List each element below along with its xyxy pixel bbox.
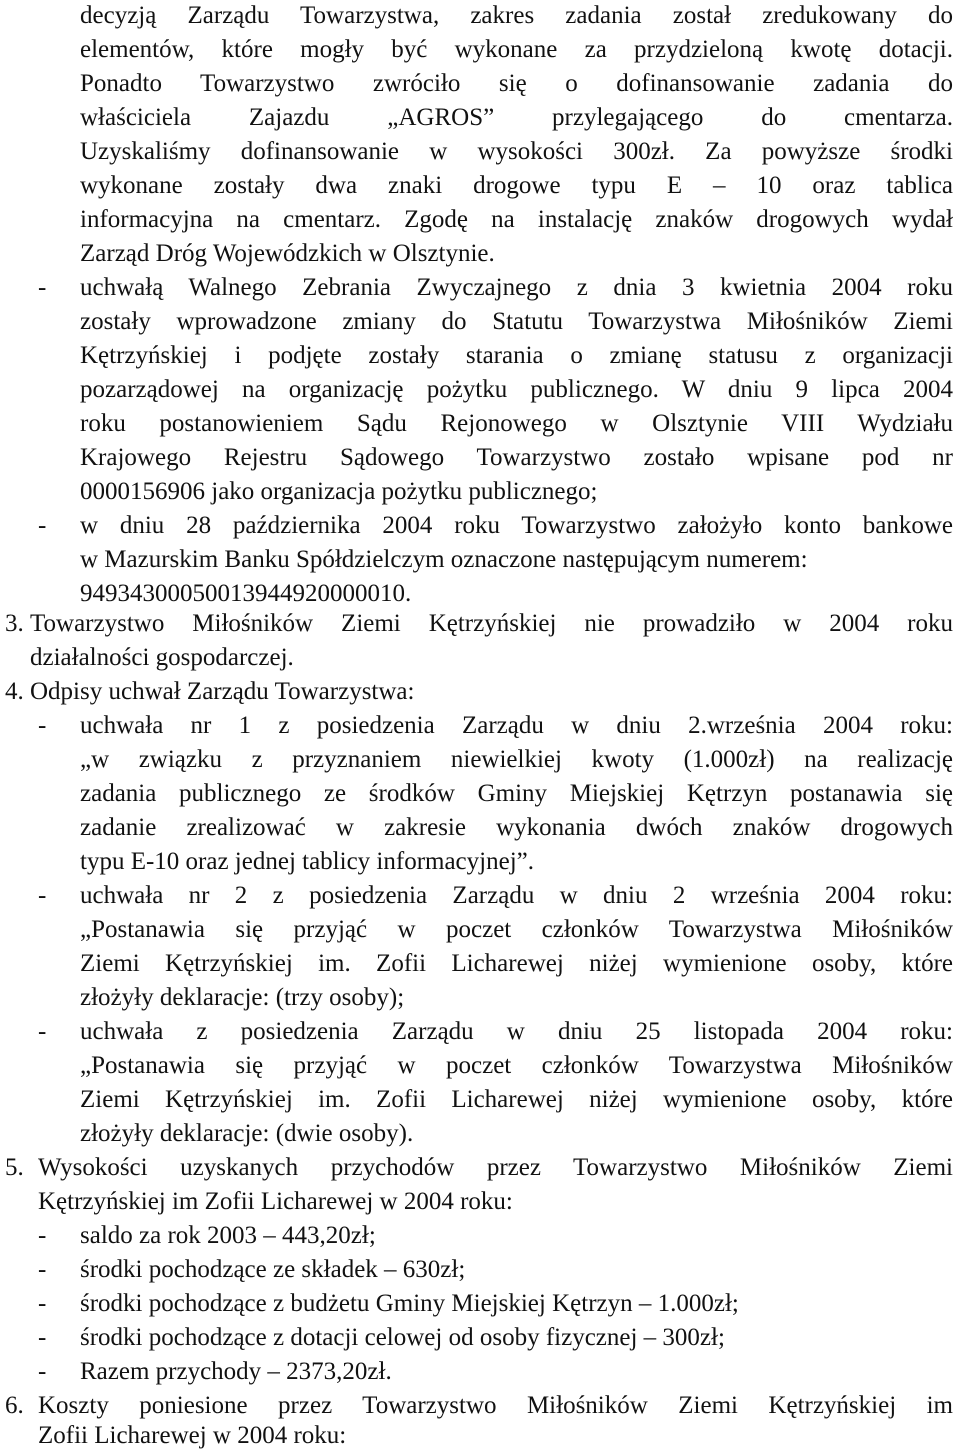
section-line: Zofii Licharewej w 2004 roku: (38, 1422, 347, 1449)
bullet-line: Krajowego Rejestru Sądowego Towarzystwo zostało wpisane pod nr (80, 444, 953, 471)
bullet-line: pozarządowej na organizację pożytku publicznego. W dniu 9 lipca 2004 (80, 376, 953, 403)
income-item: saldo za rok 2003 – 443,20zł; (80, 1222, 376, 1249)
section-line: Towarzystwo Miłośników Ziemi Kętrzyńskiej nie prowadziło w 2004 roku (30, 610, 953, 637)
section-line: działalności gospodarczej. (30, 644, 294, 671)
bullet-line: roku postanowieniem Sądu Rejonowego w Olsztynie VIII Wydziału (80, 410, 953, 437)
resolution-line: Ziemi Kętrzyńskiej im. Zofii Licharewej niżej wymienione osoby, które (80, 1086, 953, 1113)
bullet-line: uchwałą Walnego Zebrania Zwyczajnego z dnia 3 kwietnia 2004 roku (80, 274, 953, 301)
section-number: 4. (5, 678, 24, 705)
bullet-marker: - (38, 1018, 47, 1045)
resolution-line: uchwała nr 1 z posiedzenia Zarządu w dniu 2.września 2004 roku: (80, 712, 953, 739)
resolution-line: zadanie zrealizować w zakresie wykonania dwóch znaków drogowych (80, 814, 953, 841)
paragraph-line: elementów, które mogły być wykonane za przydzieloną kwotę dotacji. (80, 36, 953, 63)
bullet-marker: - (38, 1324, 47, 1351)
section-number: 5. (5, 1154, 24, 1181)
income-item: środki pochodzące ze składek – 630zł; (80, 1256, 466, 1283)
income-item: środki pochodzące z dotacji celowej od osoby fizycznej – 300zł; (80, 1324, 725, 1351)
resolution-line: Ziemi Kętrzyńskiej im. Zofii Licharewej niżej wymienione osoby, które (80, 950, 953, 977)
bullet-line: w dniu 28 października 2004 roku Towarzystwo założyło konto bankowe (80, 512, 953, 539)
paragraph-line: właściciela Zajazdu „AGROS” przylegającego do cmentarza. (80, 104, 953, 131)
resolution-line: złożyły deklaracje: (trzy osoby); (80, 984, 405, 1011)
bullet-marker: - (38, 712, 47, 739)
bullet-marker: - (38, 1222, 47, 1249)
resolution-line: uchwała nr 2 z posiedzenia Zarządu w dniu 2 września 2004 roku: (80, 882, 953, 909)
resolution-line: „w związku z przyznaniem niewielkiej kwoty (1.000zł) na realizację (80, 746, 953, 773)
section-line: Koszty poniesione przez Towarzystwo Miłośników Ziemi Kętrzyńskiej im (38, 1392, 953, 1419)
section-heading: Odpisy uchwał Zarządu Towarzystwa: (30, 678, 415, 705)
paragraph-line: decyzją Zarządu Towarzystwa, zakres zadania został zredukowany do (80, 2, 953, 29)
bank-account-number: 94934300050013944920000010. (80, 580, 412, 607)
paragraph-line: Ponadto Towarzystwo zwróciło się o dofinansowanie zadania do (80, 70, 953, 97)
section-line: Wysokości uzyskanych przychodów przez Towarzystwo Miłośników Ziemi (38, 1154, 953, 1181)
paragraph-line: wykonane zostały dwa znaki drogowe typu E – 10 oraz tablica (80, 172, 953, 199)
resolution-line: uchwała z posiedzenia Zarządu w dniu 25 listopada 2004 roku: (80, 1018, 953, 1045)
paragraph-line: Uzyskaliśmy dofinansowanie w wysokości 300zł. Za powyższe środki (80, 138, 953, 165)
section-number: 3. (5, 610, 24, 637)
bullet-marker: - (38, 882, 47, 909)
paragraph-line: informacyjna na cmentarz. Zgodę na instalację znaków drogowych wydał (80, 206, 953, 233)
bullet-line: w Mazurskim Banku Spółdzielczym oznaczone następującym numerem: (80, 546, 808, 573)
section-line: Kętrzyńskiej im Zofii Licharewej w 2004 roku: (38, 1188, 513, 1215)
paragraph-line: Zarząd Dróg Wojewódzkich w Olsztynie. (80, 240, 495, 267)
resolution-line: „Postanawia się przyjąć w poczet członków Towarzystwa Miłośników (80, 1052, 953, 1079)
bullet-marker: - (38, 1256, 47, 1283)
income-total: Razem przychody – 2373,20zł. (80, 1358, 392, 1385)
bullet-line: zostały wprowadzone zmiany do Statutu Towarzystwa Miłośników Ziemi (80, 308, 953, 335)
bullet-marker: - (38, 274, 47, 301)
resolution-line: typu E-10 oraz jednej tablicy informacyjnej”. (80, 848, 534, 875)
resolution-line: zadania publicznego ze środków Gminy Miejskiej Kętrzyn postanawia się (80, 780, 953, 807)
bullet-line: 0000156906 jako organizacja pożytku publicznego; (80, 478, 598, 505)
bullet-marker: - (38, 1358, 47, 1385)
bullet-marker: - (38, 512, 47, 539)
resolution-line: „Postanawia się przyjąć w poczet członków Towarzystwa Miłośników (80, 916, 953, 943)
section-number: 6. (5, 1392, 24, 1419)
resolution-line: złożyły deklaracje: (dwie osoby). (80, 1120, 414, 1147)
income-item: środki pochodzące z budżetu Gminy Miejskiej Kętrzyn – 1.000zł; (80, 1290, 739, 1317)
bullet-line: Kętrzyńskiej i podjęte zostały starania o zmianę statusu z organizacji (80, 342, 953, 369)
bullet-marker: - (38, 1290, 47, 1317)
